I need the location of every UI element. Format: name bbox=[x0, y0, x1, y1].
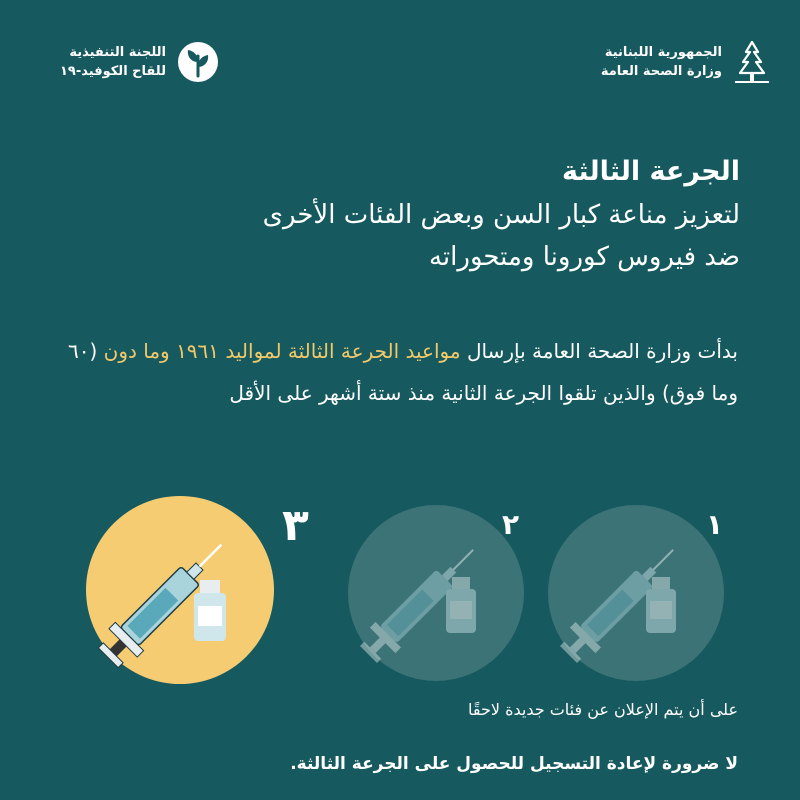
cedar-logo-icon bbox=[732, 40, 772, 84]
announcement-highlight: مواعيد الجرعة الثالثة لمواليد ١٩٦١ وما دون bbox=[103, 339, 461, 363]
title-block bbox=[50, 150, 740, 278]
sprout-logo-icon bbox=[176, 40, 220, 84]
syringe-vial-icon bbox=[548, 505, 724, 681]
page-title: الجرعة الثالثة bbox=[562, 156, 740, 187]
ministry-line2: وزارة الصحة العامة bbox=[600, 64, 722, 79]
subtitle-line3: ضد فيروس كورونا ومتحوراته bbox=[428, 242, 740, 272]
dose-3-number: ٣ bbox=[282, 500, 309, 551]
footer-note: على أن يتم الإعلان عن فئات جديدة لاحقًا bbox=[468, 700, 738, 719]
committee-line1: اللجنة التنفيذية bbox=[69, 45, 166, 60]
footer-notice: لا ضرورة لإعادة التسجيل للحصول على الجرعة الثالثة. bbox=[290, 754, 738, 774]
dose-1-circle bbox=[548, 505, 724, 681]
committee-line2: للقاح الكوفيد-١٩ bbox=[60, 64, 166, 79]
syringe-vial-icon bbox=[86, 496, 274, 684]
announcement-paragraph bbox=[38, 330, 738, 414]
ministry-line1: الجمهورية اللبنانية bbox=[604, 45, 722, 60]
dose-3-circle bbox=[86, 496, 274, 684]
announcement-text-1: بدأت وزارة الصحة العامة بإرسال bbox=[460, 339, 738, 363]
dose-2-number: ٢ bbox=[502, 508, 520, 541]
syringe-vial-icon bbox=[348, 505, 524, 681]
subtitle-line2: لتعزيز مناعة كبار السن وبعض الفئات الأخرى bbox=[262, 200, 740, 230]
announcement-text-2: (٦٠ وما فوق) والذين تلقوا الجرعة الثانية منذ ستة أشهر على الأقل bbox=[67, 339, 738, 405]
committee-name bbox=[60, 43, 166, 81]
ministry-name bbox=[601, 43, 722, 81]
dose-1-number: ١ bbox=[706, 508, 724, 541]
committee-header bbox=[60, 40, 220, 84]
dose-2-circle bbox=[348, 505, 524, 681]
ministry-header bbox=[601, 40, 772, 84]
